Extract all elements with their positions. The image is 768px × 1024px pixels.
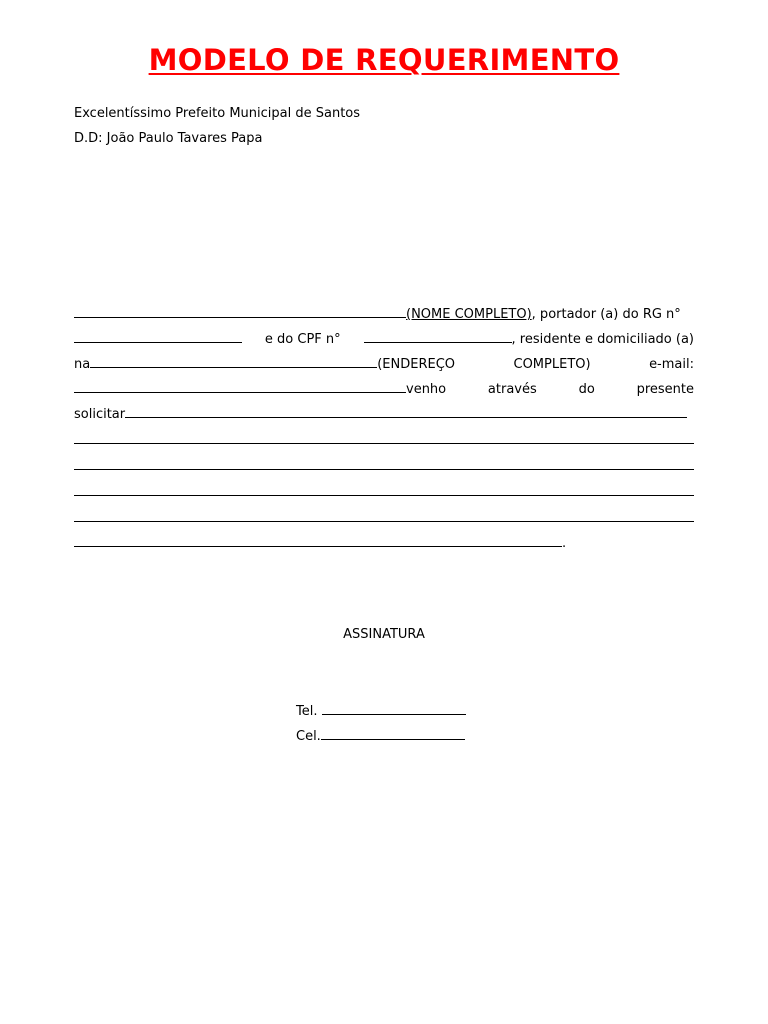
do-text: do [578,382,595,397]
request-blank-5[interactable] [74,505,694,522]
cel-label: Cel. [296,729,321,744]
period-text: . [562,536,567,551]
cpf-text: e do CPF n° [264,332,341,347]
name-blank[interactable] [74,304,406,318]
na-text: na [74,357,91,372]
cel-blank[interactable] [321,726,465,740]
residente-text: , residente e domiciliado (a) [511,332,694,347]
request-blank-6[interactable] [74,533,562,547]
body-line-last [74,531,694,556]
venho-text: venho [406,382,447,397]
addressee-line-2: D.D: João Paulo Tavares Papa [74,131,263,146]
addressee-line-1: Excelentíssimo Prefeito Municipal de Santos [74,106,361,121]
rg-blank[interactable] [74,329,242,343]
request-blank-4[interactable] [74,479,694,496]
address-blank[interactable] [90,354,377,368]
request-body [74,302,694,556]
presente-text: presente [636,382,694,397]
tel-row [296,701,466,721]
atraves-text: através [487,382,537,397]
body-line-1 [74,302,694,327]
request-blank-3[interactable] [74,453,694,470]
request-blank-2[interactable] [74,427,694,444]
body-line-3 [74,352,694,377]
document-title: MODELO DE REQUERIMENTO [148,43,620,77]
email-blank[interactable] [74,379,406,393]
body-line-2 [74,327,694,352]
email-text: e-mail: [649,357,694,372]
nome-completo-label: (NOME COMPLETO) [406,307,532,322]
solicitar-text: solicitar [74,407,126,422]
tel-blank[interactable] [322,701,466,715]
body-line-4 [74,377,694,402]
body-line-5 [74,402,694,427]
tel-label: Tel. [296,704,318,719]
endereco-text: (ENDEREÇO [377,357,456,372]
completo-text: COMPLETO) [513,357,591,372]
portador-text: , portador (a) do RG n° [531,307,681,322]
signature-label: ASSINATURA [343,627,425,642]
cel-row [296,726,465,746]
cpf-blank[interactable] [364,329,512,343]
request-blank-1[interactable] [125,404,687,418]
